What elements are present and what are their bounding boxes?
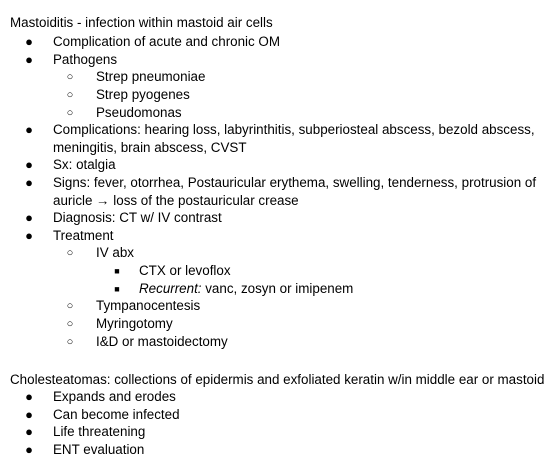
list-item-iv-abx: IV abx <box>96 245 134 260</box>
list-item-complications: Complications: hearing loss, labyrinthitis, subperiosteal abscess, bezold abscess, <box>53 122 535 137</box>
bullet-disc-icon: ● <box>25 52 33 67</box>
list-item: Expands and erodes <box>53 389 176 404</box>
bullet-disc-icon: ● <box>25 228 33 243</box>
bullet-disc-icon: ● <box>25 157 33 172</box>
bullet-circle-icon: ○ <box>66 107 74 119</box>
bullet-circle-icon: ○ <box>66 89 74 101</box>
list-item: Can become infected <box>53 407 180 422</box>
bullet-disc-icon: ● <box>25 122 33 137</box>
list-item: Life threatening <box>53 424 146 439</box>
bullet-disc-icon: ● <box>25 210 33 225</box>
list-item-signs: Signs: fever, otorrhea, Postauricular erythema, swelling, tenderness, protrusion of <box>53 175 537 190</box>
list-item-procedure: I&D or mastoidectomy <box>96 334 228 349</box>
list-item-abx-recurrent <box>139 280 353 298</box>
bullet-circle-icon: ○ <box>66 300 74 312</box>
bullet-square-icon: ■ <box>114 284 120 294</box>
list-item-diagnosis: Diagnosis: CT w/ IV contrast <box>53 210 222 225</box>
list-item: Complication of acute and chronic OM <box>53 34 281 49</box>
bullet-circle-icon: ○ <box>66 71 74 83</box>
cholesteatomas-heading: Cholesteatomas: collections of epidermis and exfoliated keratin w/in middle ear or mastoid <box>10 372 545 387</box>
list-item-pathogens: Pathogens <box>53 52 118 67</box>
recurrent-text: vanc, zosyn or imipenem <box>201 281 354 296</box>
list-item-treatment: Treatment <box>53 228 114 243</box>
bullet-circle-icon: ○ <box>66 336 74 348</box>
mastoiditis-heading: Mastoiditis - infection within mastoid air cells <box>10 15 273 30</box>
recurrent-label: Recurrent: <box>139 281 202 296</box>
bullet-square-icon: ■ <box>114 266 120 276</box>
bullet-disc-icon: ● <box>25 389 33 404</box>
bullet-disc-icon: ● <box>25 442 33 457</box>
bullet-circle-icon: ○ <box>66 318 74 330</box>
bullet-disc-icon: ● <box>25 407 33 422</box>
bullet-circle-icon: ○ <box>66 247 74 259</box>
list-item-procedure: Tympanocentesis <box>96 298 201 313</box>
list-item-pathogen: Strep pyogenes <box>96 87 190 102</box>
bullet-disc-icon: ● <box>25 34 33 49</box>
list-item: ENT evaluation <box>53 442 145 457</box>
list-item-pathogen: Pseudomonas <box>96 105 182 120</box>
list-item-procedure: Myringotomy <box>96 316 173 331</box>
list-item-abx: CTX or levoflox <box>139 263 231 278</box>
list-item-complications-cont: meningitis, brain abscess, CVST <box>53 140 247 155</box>
list-item-sx: Sx: otalgia <box>53 157 116 172</box>
list-item-pathogen: Strep pneumoniae <box>96 69 206 84</box>
bullet-disc-icon: ● <box>25 424 33 439</box>
list-item-signs-cont: auricle → loss of the postauricular crease <box>53 193 299 208</box>
bullet-disc-icon: ● <box>25 175 33 190</box>
